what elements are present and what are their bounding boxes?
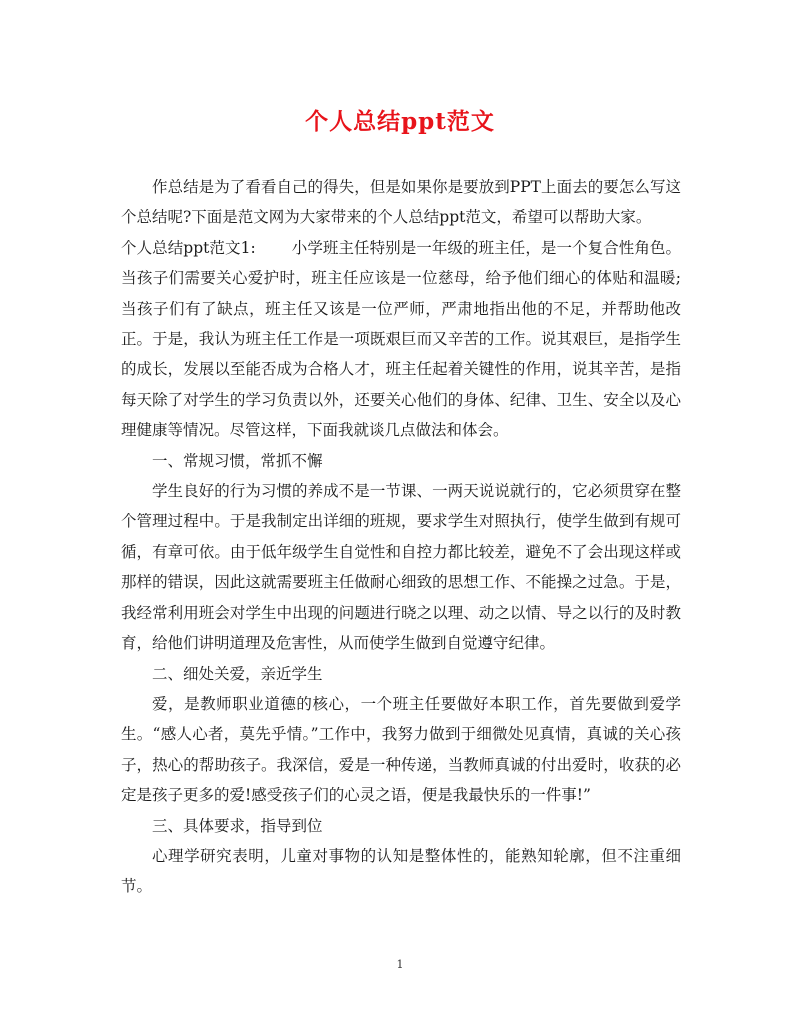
section-heading-1: 一、常规习惯，常抓不懈 — [152, 451, 323, 470]
intro-paragraph: 作总结是为了看看自己的得失，但是如果你是要放到PPT上面去的要怎么写这个总结呢?下面是范文网为大家带来的个人总结ppt范文，希望可以帮助大家。 — [121, 178, 681, 227]
section-paragraph-1: 学生良好的行为习惯的养成不是一节课、一两天说说就行的，它必须贯穿在整个管理过程中。于是我制定出详细的班规，要求学生对照执行，使学生做到有规可循，有章可依。由于低年级学生自觉性和自控力都比较差，避免不了会出现这样或那样的错误，因此这就需要班主任做耐心细致的思想工作、不能操之过急。于是，我经常利用班会对学生中出现的问题进行晓之以理、动之以情、导之以行的及时教育，给他们讲明道理及危害性，从而使学生做到自觉遵守纪律。 — [121, 482, 681, 653]
section-heading-3: 三、具体要求，指导到位 — [152, 816, 323, 835]
sample-paragraph — [121, 233, 681, 446]
document-body — [121, 172, 681, 902]
sample-intro: 小学班主任特别是一年级的班主任，是一个复合性角色。当孩子们需要关心爱护时，班主任应该是一位慈母，给予他们细心的体贴和温暖;当孩子们有了缺点，班主任又该是一位严师，严肃地指出他的不足，并帮助他改正。于是，我认为班主任工作是一项既艰巨而又辛苦的工作。说其艰巨，是指学生的成长，发展以至能否成为合格人才，班主任起着关键性的作用，说其辛苦，是指每天除了对学生的学习负责以外，还要关心他们的身体、纪律、卫生、安全以及心理健康等情况。尽管这样，下面我就谈几点做法和体会。 — [121, 238, 681, 440]
section-heading-2: 二、细处关爱，亲近学生 — [152, 664, 323, 683]
section-paragraph-3: 心理学研究表明，儿童对事物的认知是整体性的，能熟知轮廓，但不注重细节。 — [121, 846, 681, 896]
page-number: 1 — [396, 958, 404, 971]
section-paragraph-2: 爱，是教师职业道德的核心，一个班主任要做好本职工作，首先要做到爱学生。“感人心者，莫先乎情。”工作中，我努力做到于细微处见真情，真诚的关心孩子，热心的帮助孩子。我深信，爱是一种传递，当教师真诚的付出爱时，收获的必定是孩子更多的爱!感受孩子们的心灵之语，便是我最快乐的一件事!” — [121, 694, 681, 805]
document-title: 个人总结ppt范文 — [305, 108, 495, 135]
sample-label: 个人总结ppt范文1: — [121, 238, 256, 257]
